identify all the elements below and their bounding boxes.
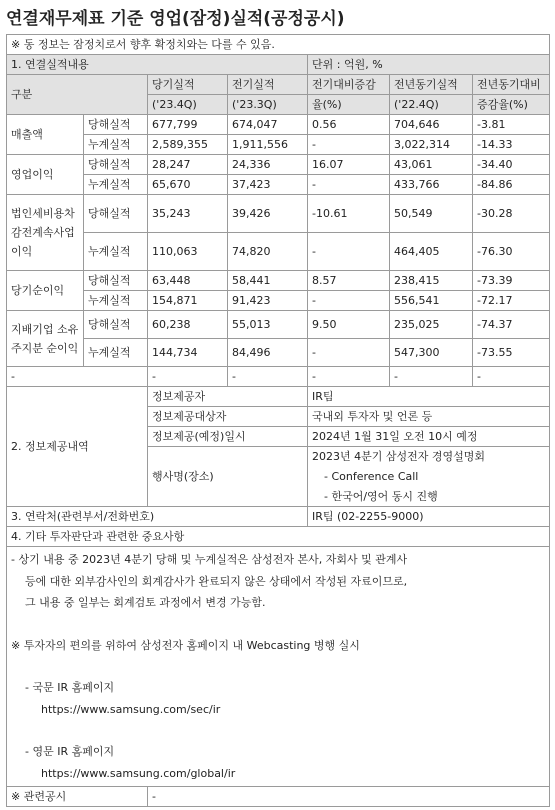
group-label: 영업이익 [7, 155, 84, 195]
page-title: 연결재무제표 기준 영업(잠정)실적(공정공시) [6, 9, 345, 29]
empty-cell: - [7, 367, 148, 387]
header-current-period: ('23.4Q) [148, 95, 228, 115]
group-label: 법인세비용차감전계속사업이익 [7, 195, 84, 271]
cell-current: 110,063 [148, 233, 228, 271]
disclosure-table-wrapper [6, 34, 549, 807]
date-label: 정보제공(예정)일시 [148, 427, 308, 447]
disclosure-table [6, 34, 550, 807]
provider-label: 정보제공자 [148, 387, 308, 407]
empty-cell: - [390, 367, 473, 387]
cell-qoq: 9.50 [308, 311, 390, 339]
cell-prev-year: 556,541 [390, 291, 473, 311]
cell-qoq: - [308, 175, 390, 195]
cell-qoq: -10.61 [308, 195, 390, 233]
note-line: - 상기 내용 중 2023년 4분기 당해 및 누계실적은 삼성전자 본사, 자회사 및 관계사 [11, 553, 408, 566]
row-type: 누계실적 [84, 233, 148, 271]
header-prev-year: 전년동기실적 [390, 75, 473, 95]
provider-value: IR팀 [308, 387, 550, 407]
cell-current: 677,799 [148, 115, 228, 135]
event-label: 행사명(장소) [148, 447, 308, 507]
ir-url-en[interactable]: https://www.samsung.com/global/ir [41, 766, 236, 780]
row-type: 누계실적 [84, 175, 148, 195]
empty-cell: - [148, 367, 228, 387]
cell-qoq: - [308, 291, 390, 311]
cell-yoy: -73.39 [473, 271, 550, 291]
note-line: ※ 투자자의 편의를 위하여 삼성전자 홈페이지 내 Webcasting 병행 실시 [11, 638, 360, 652]
row-type: 누계실적 [84, 135, 148, 155]
cell-yoy: -14.33 [473, 135, 550, 155]
empty-cell: - [228, 367, 308, 387]
cell-yoy: -30.28 [473, 195, 550, 233]
group-label: 당기순이익 [7, 271, 84, 311]
header-current: 당기실적 [148, 75, 228, 95]
cell-prev-year: 547,300 [390, 339, 473, 367]
cell-yoy: -74.37 [473, 311, 550, 339]
cell-qoq: - [308, 233, 390, 271]
date-value: 2024년 1월 31일 오전 10시 예정 [308, 427, 550, 447]
cell-current: 144,734 [148, 339, 228, 367]
ir-url-ko[interactable]: https://www.samsung.com/sec/ir [41, 702, 221, 716]
row-type: 누계실적 [84, 291, 148, 311]
cell-previous: 58,441 [228, 271, 308, 291]
section4-notes [7, 547, 550, 787]
row-type: 당해실적 [84, 155, 148, 175]
empty-cell: - [308, 367, 390, 387]
cell-previous: 24,336 [228, 155, 308, 175]
cell-prev-year: 50,549 [390, 195, 473, 233]
event-line3: - 한국어/영어 동시 진행 [308, 487, 550, 507]
related-value: - [148, 787, 550, 807]
cell-previous: 91,423 [228, 291, 308, 311]
cell-prev-year: 238,415 [390, 271, 473, 291]
section4-label: 4. 기타 투자판단과 관련한 중요사항 [7, 527, 550, 547]
cell-current: 60,238 [148, 311, 228, 339]
cell-qoq: 8.57 [308, 271, 390, 291]
empty-cell: - [473, 367, 550, 387]
header-qoq: 전기대비증감 [308, 75, 390, 95]
cell-current: 65,670 [148, 175, 228, 195]
cell-qoq: - [308, 339, 390, 367]
event-line1: 2023년 4분기 삼성전자 경영설명회 [308, 447, 550, 467]
cell-prev-year: 3,022,314 [390, 135, 473, 155]
cell-previous: 74,820 [228, 233, 308, 271]
header-yoy-unit: 증감율(%) [473, 95, 550, 115]
cell-current: 154,871 [148, 291, 228, 311]
section2-label: 2. 정보제공내역 [7, 387, 148, 507]
header-category: 구분 [7, 75, 148, 115]
event-line2: - Conference Call [308, 467, 550, 487]
unit-label: 단위 : 억원, % [308, 55, 550, 75]
cell-previous: 1,911,556 [228, 135, 308, 155]
cell-current: 35,243 [148, 195, 228, 233]
cell-yoy: -84.86 [473, 175, 550, 195]
cell-prev-year: 433,766 [390, 175, 473, 195]
section1-label: 1. 연결실적내용 [7, 55, 308, 75]
group-label: 지배기업 소유주지분 순이익 [7, 311, 84, 367]
header-yoy: 전년동기대비 [473, 75, 550, 95]
cell-previous: 84,496 [228, 339, 308, 367]
cell-previous: 55,013 [228, 311, 308, 339]
note-line: 그 내용 중 일부는 회계검토 과정에서 변경 가능함. [25, 596, 266, 609]
header-qoq-unit: 율(%) [308, 95, 390, 115]
note-line: - 영문 IR 홈페이지 [25, 745, 115, 758]
cell-current: 2,589,355 [148, 135, 228, 155]
cell-qoq: 16.07 [308, 155, 390, 175]
notice-text: ※ 동 정보는 잠정치로서 향후 확정치와는 다를 수 있음. [7, 35, 550, 55]
cell-current: 63,448 [148, 271, 228, 291]
header-prev-year-period: ('22.4Q) [390, 95, 473, 115]
row-type: 누계실적 [84, 339, 148, 367]
group-label: 매출액 [7, 115, 84, 155]
cell-yoy: -73.55 [473, 339, 550, 367]
target-label: 정보제공대상자 [148, 407, 308, 427]
header-previous-period: ('23.3Q) [228, 95, 308, 115]
cell-prev-year: 235,025 [390, 311, 473, 339]
cell-prev-year: 464,405 [390, 233, 473, 271]
row-type: 당해실적 [84, 271, 148, 291]
cell-previous: 39,426 [228, 195, 308, 233]
note-line: - 국문 IR 홈페이지 [25, 681, 115, 694]
cell-previous: 37,423 [228, 175, 308, 195]
cell-current: 28,247 [148, 155, 228, 175]
cell-qoq: - [308, 135, 390, 155]
row-type: 당해실적 [84, 195, 148, 233]
section3-label: 3. 연락처(관련부서/전화번호) [7, 507, 308, 527]
cell-yoy: -76.30 [473, 233, 550, 271]
row-type: 당해실적 [84, 311, 148, 339]
note-line: 등에 대한 외부감사인의 회계감사가 완료되지 않은 상태에서 작성된 자료이므로, [25, 574, 408, 588]
header-previous: 전기실적 [228, 75, 308, 95]
cell-qoq: 0.56 [308, 115, 390, 135]
related-label: ※ 관련공시 [7, 787, 148, 807]
cell-yoy: -72.17 [473, 291, 550, 311]
cell-prev-year: 704,646 [390, 115, 473, 135]
target-value: 국내외 투자자 및 언론 등 [308, 407, 550, 427]
cell-prev-year: 43,061 [390, 155, 473, 175]
contact-value: IR팀 (02-2255-9000) [308, 507, 550, 527]
cell-yoy: -34.40 [473, 155, 550, 175]
cell-yoy: -3.81 [473, 115, 550, 135]
cell-previous: 674,047 [228, 115, 308, 135]
row-type: 당해실적 [84, 115, 148, 135]
